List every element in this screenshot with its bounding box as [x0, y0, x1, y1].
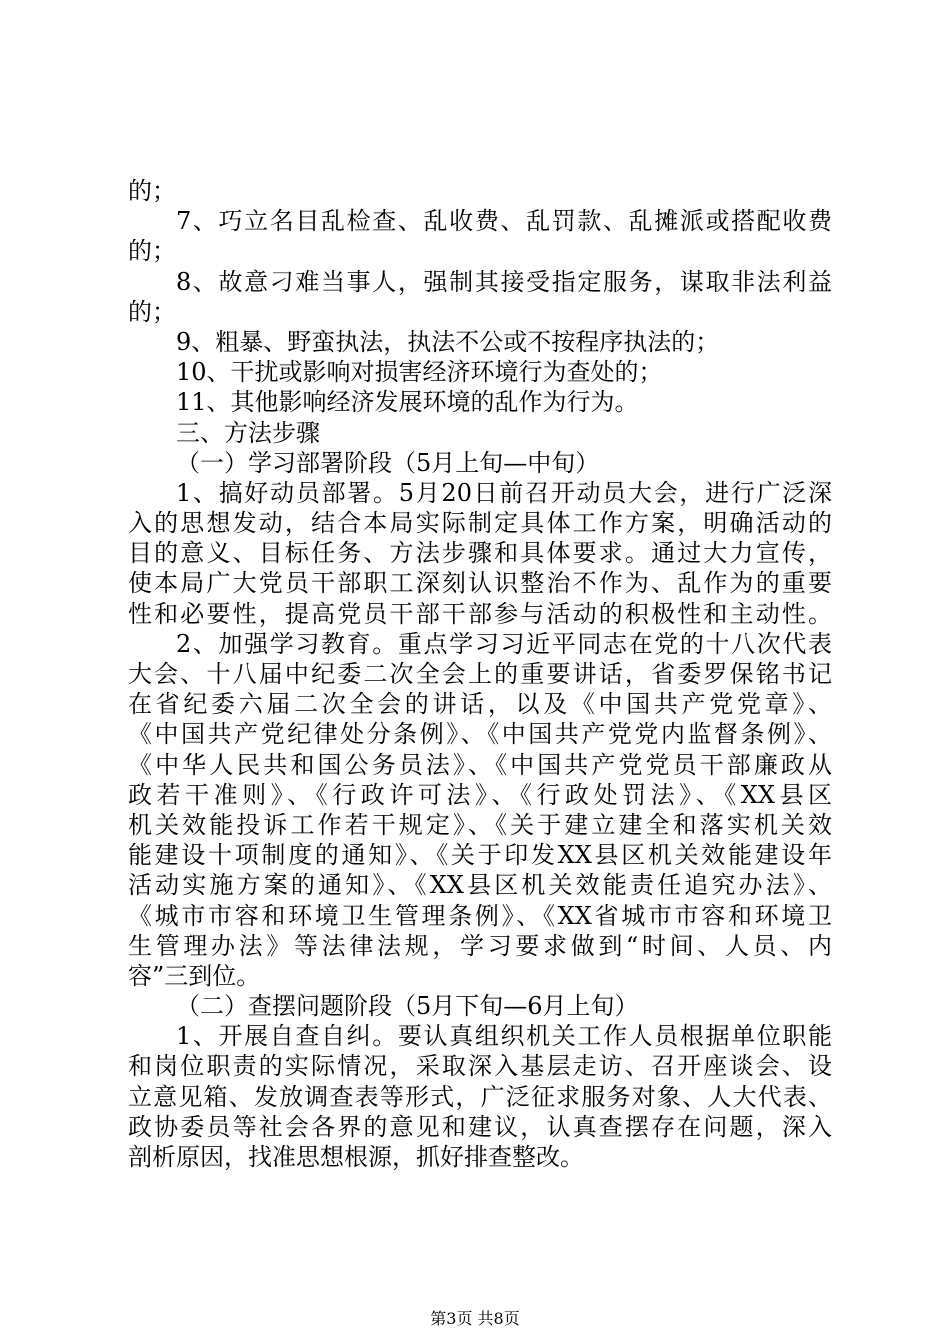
text-line: 1、开展自查自纠。要认真组织机关工作人员根据单位职能: [176, 1022, 832, 1051]
text-line: 和岗位职责的实际情况，采取深入基层走访、召开座谈会、设: [128, 1052, 832, 1081]
text-line: 容”三到位。: [128, 961, 261, 990]
text-line: 《中国共产党纪律处分条例》、《中国共产党党内监督条例》、: [128, 720, 832, 749]
text-line: 2、加强学习教育。重点学习习近平同志在党的十八次代表: [176, 629, 832, 658]
text-line: 能建设十项制度的通知》、《关于印发XX县区机关效能建设年: [128, 841, 832, 870]
text-line: 10、干扰或影响对损害经济环境行为查处的；: [176, 358, 663, 387]
text-line: 9、粗暴、野蛮执法，执法不公或不按程序执法的；: [176, 327, 720, 356]
text-line: 入的思想发动，结合本局实际制定具体工作方案，明确活动的: [128, 509, 832, 538]
text-line: 机关效能投诉工作若干规定》、《关于建立建全和落实机关效: [128, 810, 832, 839]
text-line: 剖析原因，找准思想根源，抓好排查整改。: [128, 1143, 584, 1171]
text-line: 立意见箱、发放调查表等形式，广泛征求服务对象、人大代表、: [128, 1082, 832, 1111]
text-line: 生管理办法》等法律法规，学习要求做到“时间、人员、内: [128, 931, 832, 960]
text-line: 在省纪委六届二次全会的讲话，以及《中国共产党党章》、: [128, 690, 832, 719]
text-line: 的；: [128, 297, 176, 326]
text-line: （二）查摆问题阶段（5月下旬—6月上旬）: [176, 992, 639, 1021]
text-line: 8、故意刁难当事人，强制其接受指定服务，谋取非法利益: [176, 267, 832, 296]
text-line: 三、方法步骤: [176, 418, 320, 447]
text-line: 7、巧立名目乱检查、乱收费、乱罚款、乱摊派或搭配收费: [176, 207, 832, 236]
text-line: 《中华人民共和国公务员法》、《中国共产党党员干部廉政从: [128, 750, 832, 779]
text-line: 大会、十八届中纪委二次全会上的重要讲话，省委罗保铭书记: [128, 660, 832, 688]
text-line: 使本局广大党员干部职工深刻认识整治不作为、乱作为的重要: [128, 569, 832, 598]
text-line: 目的意义、目标任务、方法步骤和具体要求。通过大力宣传，: [128, 539, 832, 568]
text-line: 的；: [128, 237, 176, 266]
text-line: 11、其他影响经济发展环境的乱作为行为。: [176, 388, 639, 417]
text-line: 性和必要性，提高党员干部干部参与活动的积极性和主动性。: [128, 599, 832, 628]
document-body: [128, 176, 832, 1172]
text-line: 政若干准则》、《行政许可法》、《行政处罚法》、《XX县区: [128, 780, 832, 809]
text-line: 1、搞好动员部署。5月20日前召开动员大会，进行广泛深: [176, 478, 832, 507]
text-line: 《城市市容和环境卫生管理条例》、《XX省城市市容和环境卫: [128, 901, 832, 930]
text-line: 活动实施方案的通知》、《XX县区机关效能责任追究办法》、: [128, 871, 832, 900]
text-line: 政协委员等社会各界的意见和建议，认真查摆存在问题，深入: [128, 1112, 832, 1141]
text-line: （一）学习部署阶段（5月上旬—中旬）: [176, 448, 600, 477]
text-line: 的；: [128, 177, 176, 205]
page-footer: 第3页 共8页: [430, 1309, 520, 1328]
